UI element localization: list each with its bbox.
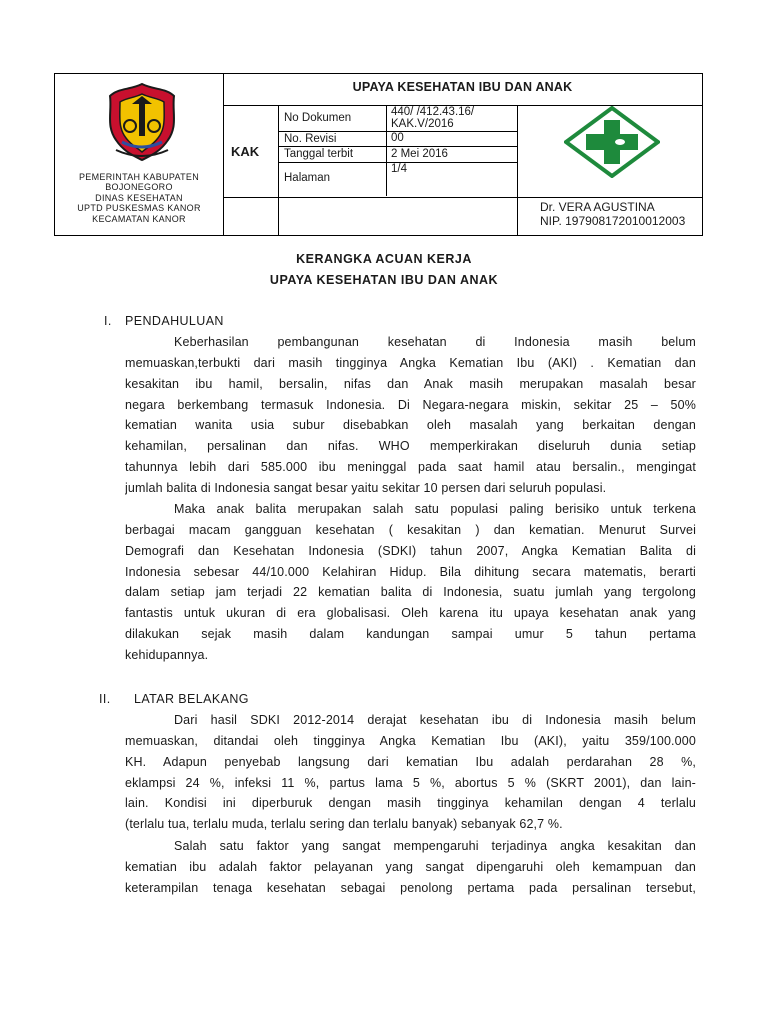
paragraph [125, 332, 696, 499]
tanggal-terbit-value: 2 Mei 2016 [391, 148, 448, 160]
text-line: Keberhasilan pembangunan kesehatan di Indonesia masih belum [174, 335, 696, 349]
text-line: kehidupannya. [125, 647, 209, 662]
kak-label: KAK [231, 144, 260, 159]
header-title: UPAYA KESEHATAN IBU DAN ANAK [352, 80, 573, 94]
no-revisi-label: No. Revisi [284, 133, 337, 145]
divider [223, 74, 224, 235]
text-line: keterampilan tenaga kesehatan sebagai penolong pertama pada persalinan tersebut, [125, 880, 696, 895]
text-line: fantastis untuk ukuran di era globalisasi. Oleh karena itu upaya kesehatan anak yang [125, 606, 696, 621]
text-line: jumlah balita di Indonesia sangat besar yaitu sekitar 10 persen dari seluruh populasi. [125, 480, 607, 495]
paragraph [125, 499, 696, 666]
paragraph [125, 710, 696, 835]
text-line: memuaskan, ditandai oleh tingginya Angka Kematian Ibu (AKI), yaitu 359/100.000 [125, 733, 696, 748]
text-line: Salah satu faktor yang sangat mempengaruhi terjadinya angka kesakitan dan [174, 839, 696, 853]
text-line: dilakukan sejak masih dalam kandungan sampai umur 5 tahun pertama [125, 627, 696, 642]
text-line: kematian wanita usia subur disebabkan oleh masalah yang berkaitan dengan [125, 418, 696, 433]
no-dokumen-value: 440/ /412.43.16/ [391, 106, 475, 118]
text-line: (terlalu tua, terlalu muda, terlalu sering dan terlalu banyak) sebanyak 62,7 %. [125, 817, 563, 832]
divider [278, 146, 517, 147]
text-line: Demografi dan Kesehatan Indonesia (SDKI) tahun 2007, Angka Kematian Balita di [125, 543, 696, 558]
document-header-table [54, 73, 703, 236]
bojonegoro-coat-of-arms-logo [102, 82, 182, 162]
organization-name [55, 172, 223, 224]
section-number: I. [104, 314, 112, 328]
paragraph [125, 836, 696, 899]
text-line: memuaskan,terbukti dari masih tingginya Angka Kematian Ibu (AKI) . Kematian dan [125, 355, 696, 370]
text-line: Indonesia sebesar 44/10.000 Kelahiran Hidup. Bila dihitung secara matematis, berarti [125, 564, 696, 579]
no-revisi-value: 00 [391, 132, 404, 144]
divider [517, 105, 518, 235]
no-dokumen-value-cont: KAK.V/2016 [391, 118, 454, 130]
text-line: kehamilan, persalinan dan nifas. WHO memperkirakan diseluruh dunia setiap [125, 439, 696, 454]
signer-name: Dr. VERA AGUSTINA [540, 200, 655, 214]
org-line: BOJONEGORO [105, 182, 173, 193]
text-line: eklampsi 24 %, infeksi 11 %, partus lama 5 %, abortus 5 % (SKRT 2001), dan lain- [125, 775, 696, 790]
org-line: DINAS KESEHATAN [95, 192, 183, 203]
text-line: dalam setiap jam terjadi 22 kematian balita di Indonesia, suatu jumlah yang tergolong [125, 585, 696, 600]
text-line: lain. Kondisi ini diperburuk dengan masih tingginya kehamilan dengan 4 terlalu [125, 796, 696, 811]
text-line: KH. Adapun penyebab langsung dari kematian Ibu adalah perdarahan 28 %, [125, 754, 696, 769]
section-heading-latar-belakang: LATAR BELAKANG [134, 692, 249, 706]
text-line: tahunnya lebih dari 585.000 ibu meninggal pada saat hamil atau bersalin., mengingat [125, 460, 696, 475]
divider [278, 105, 279, 235]
document-subtitle: UPAYA KESEHATAN IBU DAN ANAK [269, 273, 499, 287]
org-line: UPTD PUSKESMAS KANOR [77, 203, 201, 214]
halaman-value: 1/4 [391, 163, 407, 175]
signer-nip: NIP. 197908172010012003 [540, 214, 686, 228]
puskesmas-cross-logo [564, 106, 660, 178]
document-title: KERANGKA ACUAN KERJA [296, 252, 472, 266]
text-line: kesakitan ibu hamil, bersalin, nifas dan Anak masih merupakan masalah besar [125, 376, 696, 391]
no-dokumen-label: No Dokumen [284, 112, 352, 124]
divider [223, 197, 702, 198]
divider [386, 105, 387, 196]
text-line: berbagai macam gangguan kesehatan ( kesakitan ) dan kematian. Menurut Survei [125, 522, 696, 537]
halaman-label: Halaman [284, 172, 331, 184]
text-line: Dari hasil SDKI 2012-2014 derajat kesehatan ibu di Indonesia masih belum [174, 713, 696, 727]
org-line: KECAMATAN KANOR [92, 213, 186, 224]
text-line: Maka anak balita merupakan salah satu populasi paling berisiko untuk terkena [174, 502, 696, 516]
org-line: PEMERINTAH KABUPATEN [78, 172, 200, 182]
section-number: II. [99, 692, 111, 706]
text-line: negara berkembang termasuk Indonesia. Di Negara-negara miskin, sekitar 25 – 50% [125, 397, 696, 412]
text-line: kematian ibu adalah faktor pelayanan yang sangat dipengaruhi oleh kemampuan dan [125, 859, 696, 874]
tanggal-terbit-label: Tanggal terbit [284, 148, 354, 160]
section-heading-pendahuluan: PENDAHULUAN [125, 314, 224, 328]
